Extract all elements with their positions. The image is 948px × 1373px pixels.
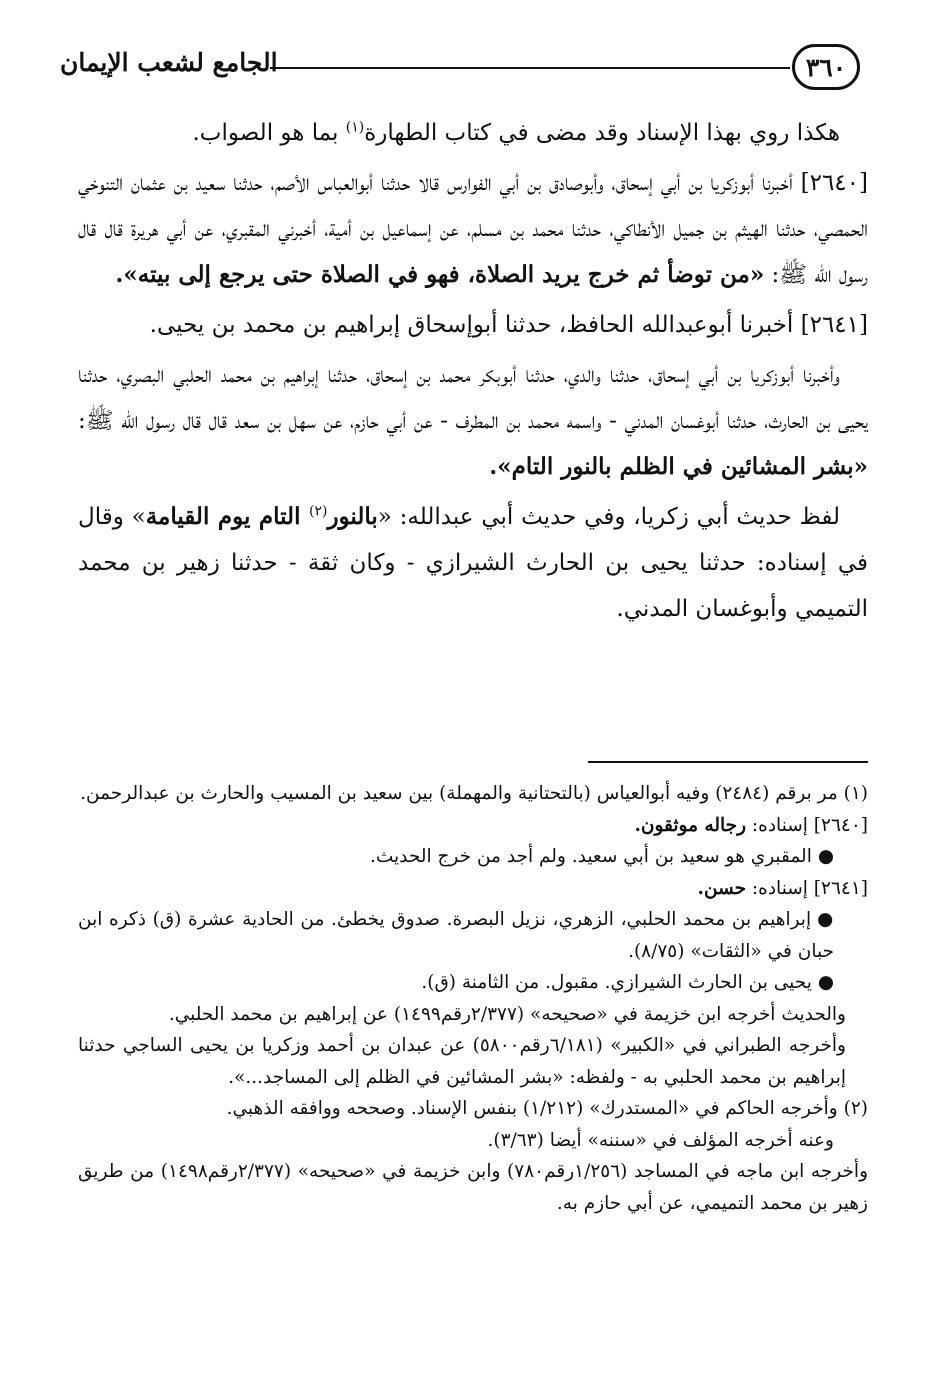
hadith-matn: بالنور (327, 503, 378, 530)
page-header (60, 38, 860, 100)
footnote-bullet (78, 967, 868, 999)
bullet-icon: ● (817, 972, 834, 993)
footnote-2640-heading (78, 810, 868, 842)
footnote-1: (١) مر برقم (٢٤٨٤) وفيه أبوالعياس (بالتحتانية والمهملة) بين سعيد بن المسيب والحارث بن عبدالرحمن. (80, 783, 868, 804)
hadith-matn: «من توضأ ثم خرج يريد الصلاة، فهو في الصلاة حتى يرجع إلى بيته». (115, 261, 765, 288)
footnote-label: [٢٦٤٠] إسناده: (746, 814, 868, 836)
intro-text-end: بما هو الصواب. (192, 120, 346, 146)
footnote-bullet (78, 841, 868, 873)
hadith-number: [٢٦٤٠] (800, 170, 868, 196)
hadith-matn: التام يوم القيامة (145, 503, 309, 530)
footnote-ref-2: (٢) (308, 503, 328, 520)
bullet-text: المقبري هو سعيد بن أبي سعيد. ولم أجد من خرج الحديث. (369, 846, 812, 867)
footnote-line: والحديث أخرجه ابن خزيمة في «صحيحه» (٢/٣٧٧رقم١٤٩٩) عن إبراهيم بن محمد الحلبي. (168, 1003, 846, 1025)
main-text (78, 110, 868, 636)
footnote-line: وعنه أخرجه المؤلف في «سننه» أيضا (٣/٦٣). (487, 1129, 834, 1151)
footnotes (78, 778, 868, 1219)
hadith-isnad: وأخبرنا أبوزكريا بن أبي إسحاق، حدثنا والدي، حدثنا أبوبكر محمد بن إسحاق، حدثنا إبراهيم بن محمد الحلبي البصري، حدثنا يحيى بن الحارث، حدثنا أبوغسان المدني - واسمه محمد بن المطرف - عن أبي حازم، عن سهل بن سعد قال قال رسول الله ﷺ: (78, 362, 868, 434)
bullet-icon: ● (817, 846, 834, 867)
footnote-grade: رجاله موثقون. (634, 814, 747, 836)
intro-paragraph (78, 110, 868, 156)
footnote-bullet (78, 904, 868, 967)
footnote-2641-heading (78, 873, 868, 905)
hadith-2641-second-chain (78, 352, 868, 490)
hadith-number: [٢٦٤١] (800, 312, 868, 338)
footnote-grade: حسن. (697, 877, 747, 899)
bullet-text: إبراهيم بن محمد الحلبي، الزهري، نزيل البصرة. صدوق يخطئ. من الحادية عشرة (ق) ذكره ابن حبان في «الثقات» (٨/٧٥). (78, 909, 834, 962)
intro-text: هكذا روي بهذا الإسناد وقد مضى في كتاب الطهارة (364, 120, 840, 146)
note-text: لفظ حديث أبي زكريا، وفي حديث أبي عبدالله: « (377, 504, 840, 530)
bullet-icon: ● (817, 909, 834, 930)
bullet-text: يحيى بن الحارث الشيرازي. مقبول. من الثامنة (ق). (421, 972, 812, 993)
footnote-line: وأخرجه الطبراني في «الكبير» (٦/١٨١رقم٥٨٠٠) عن عبدان بن أحمد وزكريا بن يحيى الساجي حدثنا إبراهيم بن محمد الحلبي به - ولفظه: «بشر المشائين في الظلم إلى المساجد...». (78, 1035, 846, 1088)
hadith-matn: «بشر المشائين في الظلم بالنور التام». (489, 453, 868, 480)
hadith-isnad: أخبرنا أبوزكريا بن أبي إسحاق، وأبوصادق بن أبي الفوارس قالا حدثنا أبوالعباس الأصم، حدثنا سعيد بن عثمان التنوخي الحمصي، حدثنا الهيثم بن جميل الأنطاكي، حدثنا محمد بن مسلم، عن إسماعيل بن أمية، أخبرني المقبري، عن أبي هريرة قال قال رسول الله ﷺ: (78, 170, 868, 288)
hadith-isnad: أخبرنا أبوعبدالله الحافظ، حدثنا أبوإسحاق إبراهيم بن محمد بن يحيى. (149, 312, 801, 338)
running-title: الجامع لشعب الإيمان (60, 48, 278, 77)
hadith-2641 (78, 302, 868, 348)
footnote-line: وأخرجه ابن ماجه في المساجد (١/٢٥٦رقم٧٨٠) وابن خزيمة في «صحيحه» (٢/٣٧٧رقم١٤٩٨) من طريق زهير بن محمد التميمي، عن أبي حازم به. (78, 1161, 868, 1214)
footnote-separator (588, 761, 868, 763)
footnote-2: (٢) وأخرجه الحاكم في «المستدرك» (١/٢١٢) بنفس الإسناد. وصححه ووافقه الذهبي. (226, 1098, 868, 1119)
page-number: ٣٦٠ (792, 44, 860, 90)
note-text: » وقال في إسناده: حدثنا يحيى بن الحارث الشيرازي - وكان ثقة - حدثنا زهير بن محمد التميمي وأبوغسان المدني. (78, 504, 868, 622)
footnote-ref-1: (١) (345, 119, 365, 136)
hadith-2640 (78, 160, 868, 298)
hadith-2641-note (78, 494, 868, 632)
header-rule (270, 67, 790, 69)
footnote-label: [٢٦٤١] إسناده: (746, 877, 868, 899)
